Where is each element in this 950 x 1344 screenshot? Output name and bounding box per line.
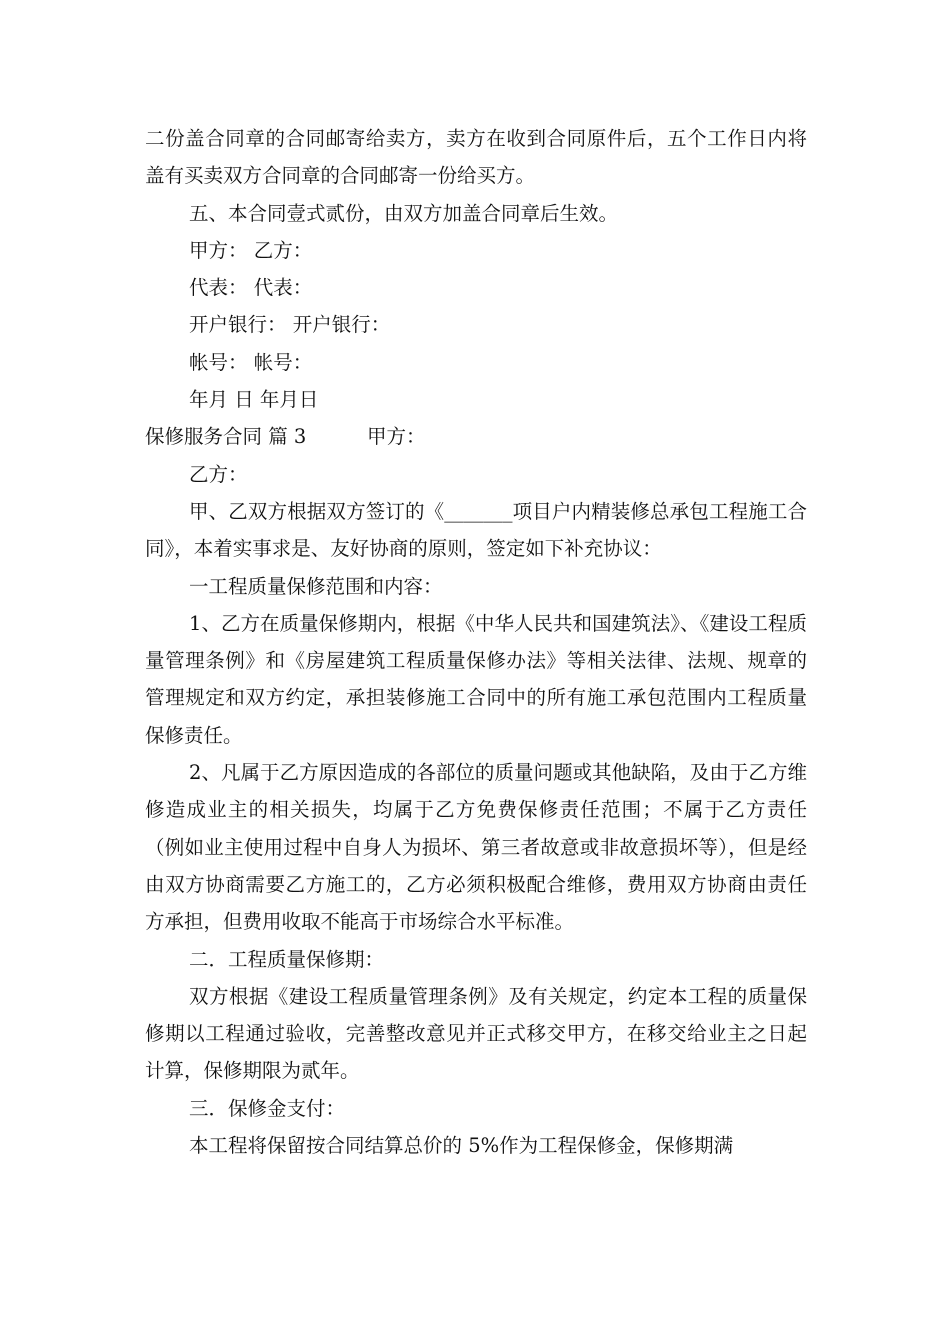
clause-warranty-payment: 本工程将保留按合同结算总价的 5%作为工程保修金，保修期满: [189, 1134, 734, 1158]
clause-five: 五、本合同壹式贰份，由双方加盖合同章后生效。: [189, 201, 619, 225]
heading-warranty-period: 二．工程质量保修期：: [189, 947, 385, 971]
clause-warranty-period: 双方根据《建设工程质量管理条例》及有关规定，约定本工程的质量保修期以工程通过验收，完善整改意见并正式移交甲方，在移交给业主之日起计算，保修期限为贰年。: [145, 984, 807, 1083]
section-title-party: 甲方：: [367, 425, 426, 449]
clause-scope-1: 1、乙方在质量保修期内，根据《中华人民共和国建筑法》、《建设工程质量管理条例》和《房屋建筑工程质量保修办法》等相关法律、法规、规章的管理规定和双方约定，承担装修施工合同中的所有施工承包范围内工程质量保修责任。: [145, 611, 807, 747]
party-b-line: 乙方：: [189, 462, 248, 486]
heading-warranty-payment: 三．保修金支付：: [189, 1096, 346, 1120]
signature-party-line: 甲方： 乙方：: [189, 238, 313, 262]
section-title: 保修服务合同 篇 3: [145, 425, 307, 449]
clause-scope-2: 2、凡属于乙方原因造成的各部位的质量问题或其他缺陷，及由于乙方维修造成业主的相关损失，均属于乙方免费保修责任范围；不属于乙方责任（例如业主使用过程中自身人为损坏、第三者故意或非故意损坏等），但是经由双方协商需要乙方施工的，乙方必须积极配合维修，费用双方协商由责任方承担，但费用收取不能高于市场综合水平标准。: [145, 761, 807, 934]
signature-account-line: 帐号： 帐号：: [189, 350, 313, 374]
section-title-line: [145, 418, 807, 455]
paragraph-continued: 二份盖合同章的合同邮寄给卖方，卖方在收到合同原件后，五个工作日内将盖有买卖双方合同章的合同邮寄一份给买方。: [145, 127, 807, 188]
signature-representative-line: 代表： 代表：: [189, 276, 313, 300]
heading-scope: 一工程质量保修范围和内容：: [189, 574, 443, 598]
document-body: [145, 120, 807, 1164]
signature-date-line: 年月 日 年月日: [189, 388, 319, 412]
preamble-paragraph: 甲、乙双方根据双方签订的《_______项目户内精装修总承包工程施工合同》，本着实事求是、友好协商的原则，签定如下补充协议：: [145, 499, 807, 561]
signature-bank-line: 开户银行： 开户银行：: [189, 313, 391, 337]
